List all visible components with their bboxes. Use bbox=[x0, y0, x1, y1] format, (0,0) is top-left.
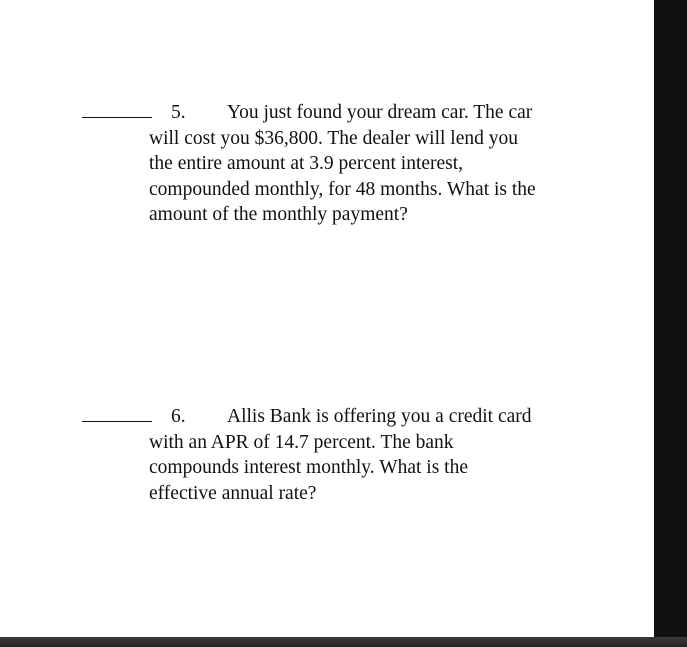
problem-5 bbox=[82, 98, 582, 228]
answer-blank-5[interactable] bbox=[82, 98, 152, 118]
problem-text-line: the entire amount at 3.9 percent interest, bbox=[149, 153, 464, 174]
problem-text-line: amount of the monthly payment? bbox=[149, 204, 408, 225]
problem-text-line: You just found your dream car. The car bbox=[227, 102, 533, 123]
problem-number: 5. bbox=[171, 102, 186, 123]
problem-6-first-line bbox=[82, 402, 582, 430]
problem-text-line: with an APR of 14.7 percent. The bank bbox=[149, 431, 454, 453]
problem-number: 6. bbox=[171, 406, 186, 427]
problem-5-first-line bbox=[82, 98, 582, 126]
problem-text-line: compounded monthly, for 48 months. What is the bbox=[149, 178, 536, 200]
problem-text-line: will cost you $36,800. The dealer will lend you bbox=[149, 127, 518, 149]
problem-text-line: Allis Bank is offering you a credit card bbox=[227, 406, 532, 427]
problem-6 bbox=[82, 402, 582, 506]
viewer-background-right bbox=[654, 0, 687, 647]
problem-text-line: effective annual rate? bbox=[149, 482, 317, 504]
problem-text-line: compounds interest monthly. What is the bbox=[149, 457, 468, 478]
viewer-background-bottom bbox=[0, 637, 687, 647]
answer-blank-6[interactable] bbox=[82, 402, 152, 422]
